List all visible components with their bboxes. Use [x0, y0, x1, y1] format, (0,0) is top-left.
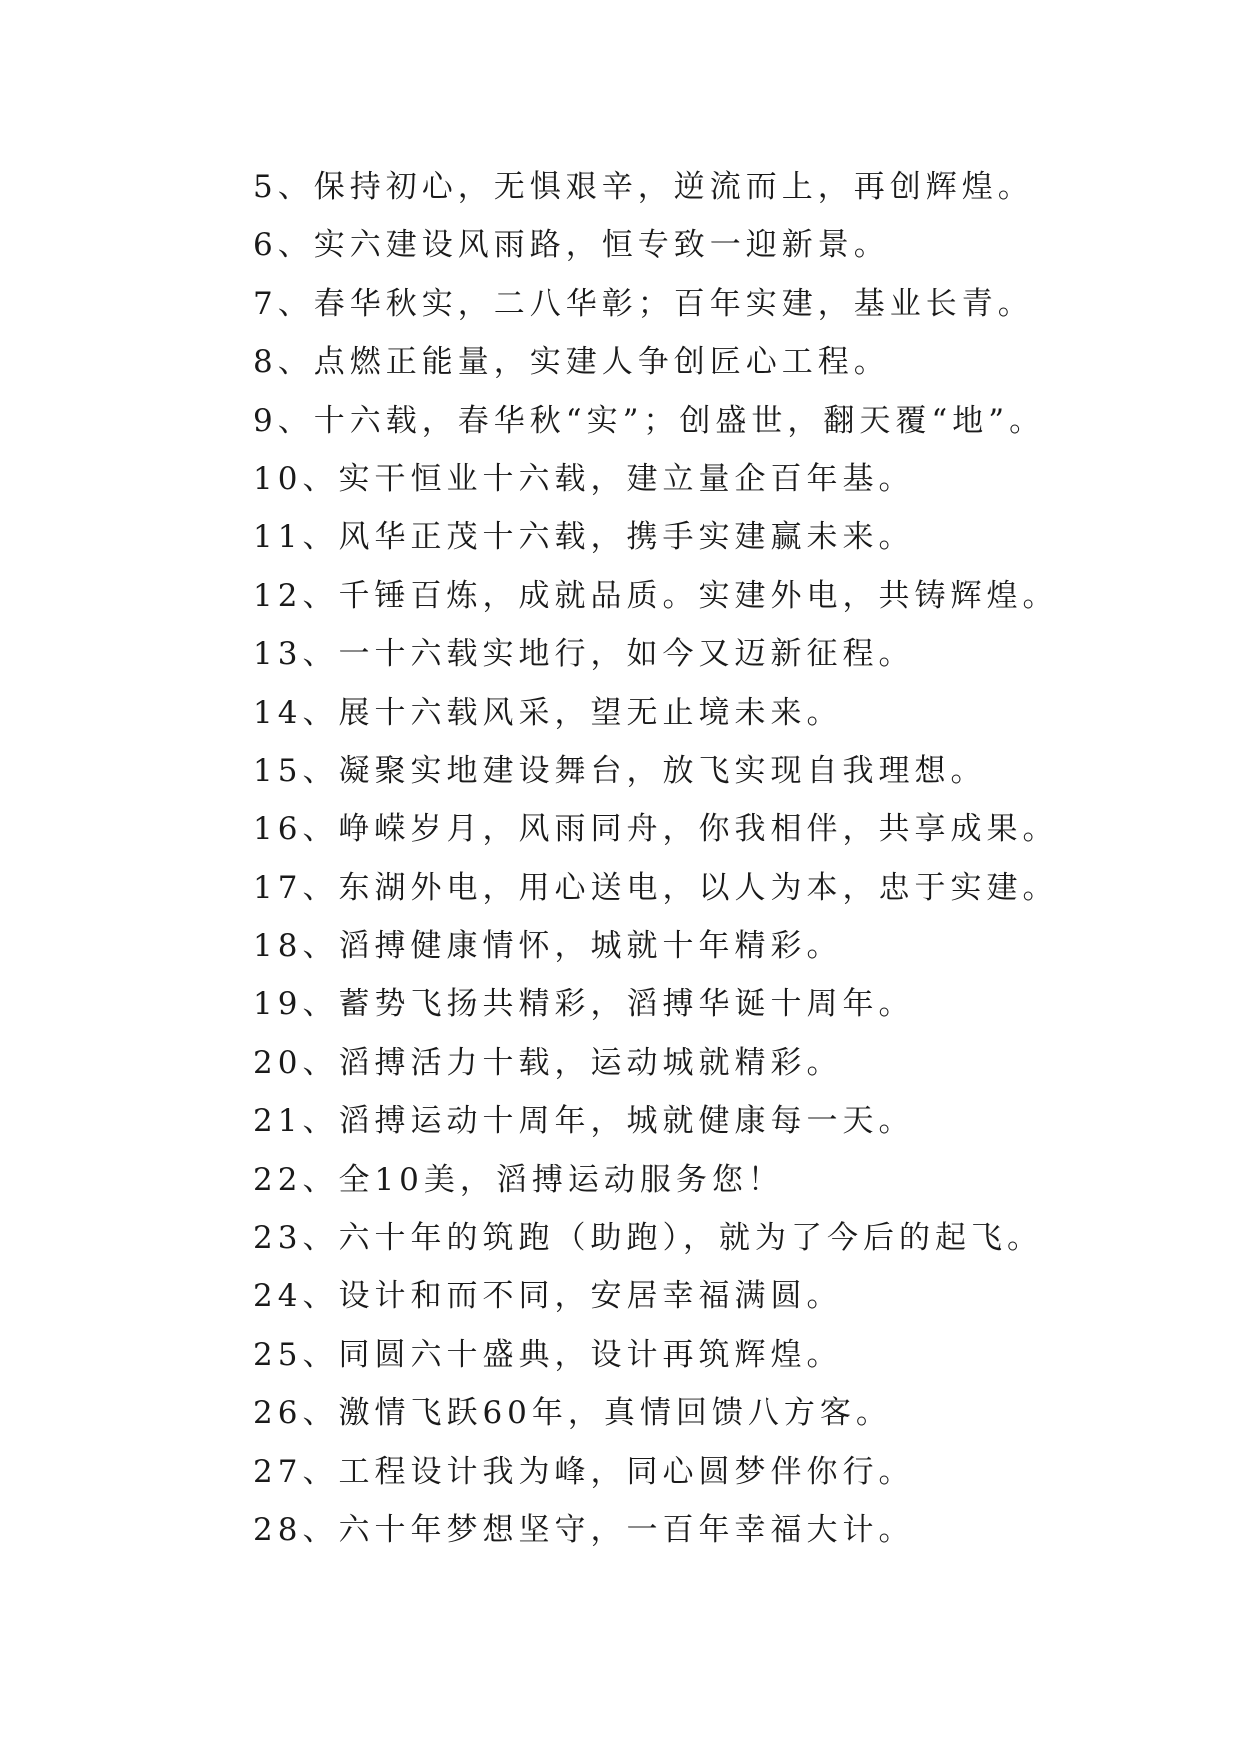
- list-item: 14、展十六载风采，望无止境未来。: [253, 694, 843, 731]
- list-item: 27、工程设计我为峰，同心圆梦伴你行。: [253, 1453, 915, 1490]
- list-item: 8、点燃正能量，实建人争创匠心工程。: [253, 344, 890, 381]
- list-item: 26、激情飞跃60年，真情回馈八方客。: [253, 1395, 892, 1432]
- list-item: 10、实干恒业十六载，建立量企百年基。: [253, 460, 915, 497]
- list-item: 19、蓄势飞扬共精彩，滔搏华诞十周年。: [253, 986, 915, 1023]
- list-item: 15、凝聚实地建设舞台，放飞实现自我理想。: [253, 752, 987, 789]
- list-item: 24、设计和而不同，安居幸福满圆。: [253, 1278, 843, 1315]
- list-item: 5、保持初心，无惧艰辛，逆流而上，再创辉煌。: [253, 169, 1034, 205]
- list-item: 13、一十六载实地行，如今又迈新征程。: [253, 636, 915, 673]
- list-item: 21、滔搏运动十周年，城就健康每一天。: [253, 1103, 915, 1140]
- list-item: 25、同圆六十盛典，设计再筑辉煌。: [253, 1336, 843, 1373]
- list-item: 7、春华秋实，二八华彰；百年实建，基业长青。: [253, 285, 1034, 322]
- list-item: 9、十六载，春华秋“实”；创盛世，翻天覆“地”。: [253, 402, 1046, 439]
- list-item: 22、全10美，滔搏运动服务您！: [253, 1161, 784, 1198]
- list-item: 11、风华正茂十六载，携手实建赢未来。: [253, 519, 915, 556]
- list-item: 28、六十年梦想坚守，一百年幸福大计。: [253, 1511, 915, 1548]
- list-item: 20、滔搏活力十载，运动城就精彩。: [253, 1044, 843, 1081]
- list-item: 6、实六建设风雨路，恒专致一迎新景。: [253, 227, 890, 264]
- slogan-list: [253, 158, 1153, 1559]
- list-item: 16、峥嵘岁月，风雨同舟，你我相伴，共享成果。: [253, 811, 1059, 848]
- list-item: 12、千锤百炼，成就品质。实建外电，共铸辉煌。: [253, 577, 1059, 614]
- list-item: 18、滔搏健康情怀，城就十年精彩。: [253, 928, 843, 965]
- list-item: 23、六十年的筑跑（助跑），就为了今后的起飞。: [253, 1220, 1043, 1257]
- list-item: 17、东湖外电，用心送电，以人为本，忠于实建。: [253, 869, 1059, 906]
